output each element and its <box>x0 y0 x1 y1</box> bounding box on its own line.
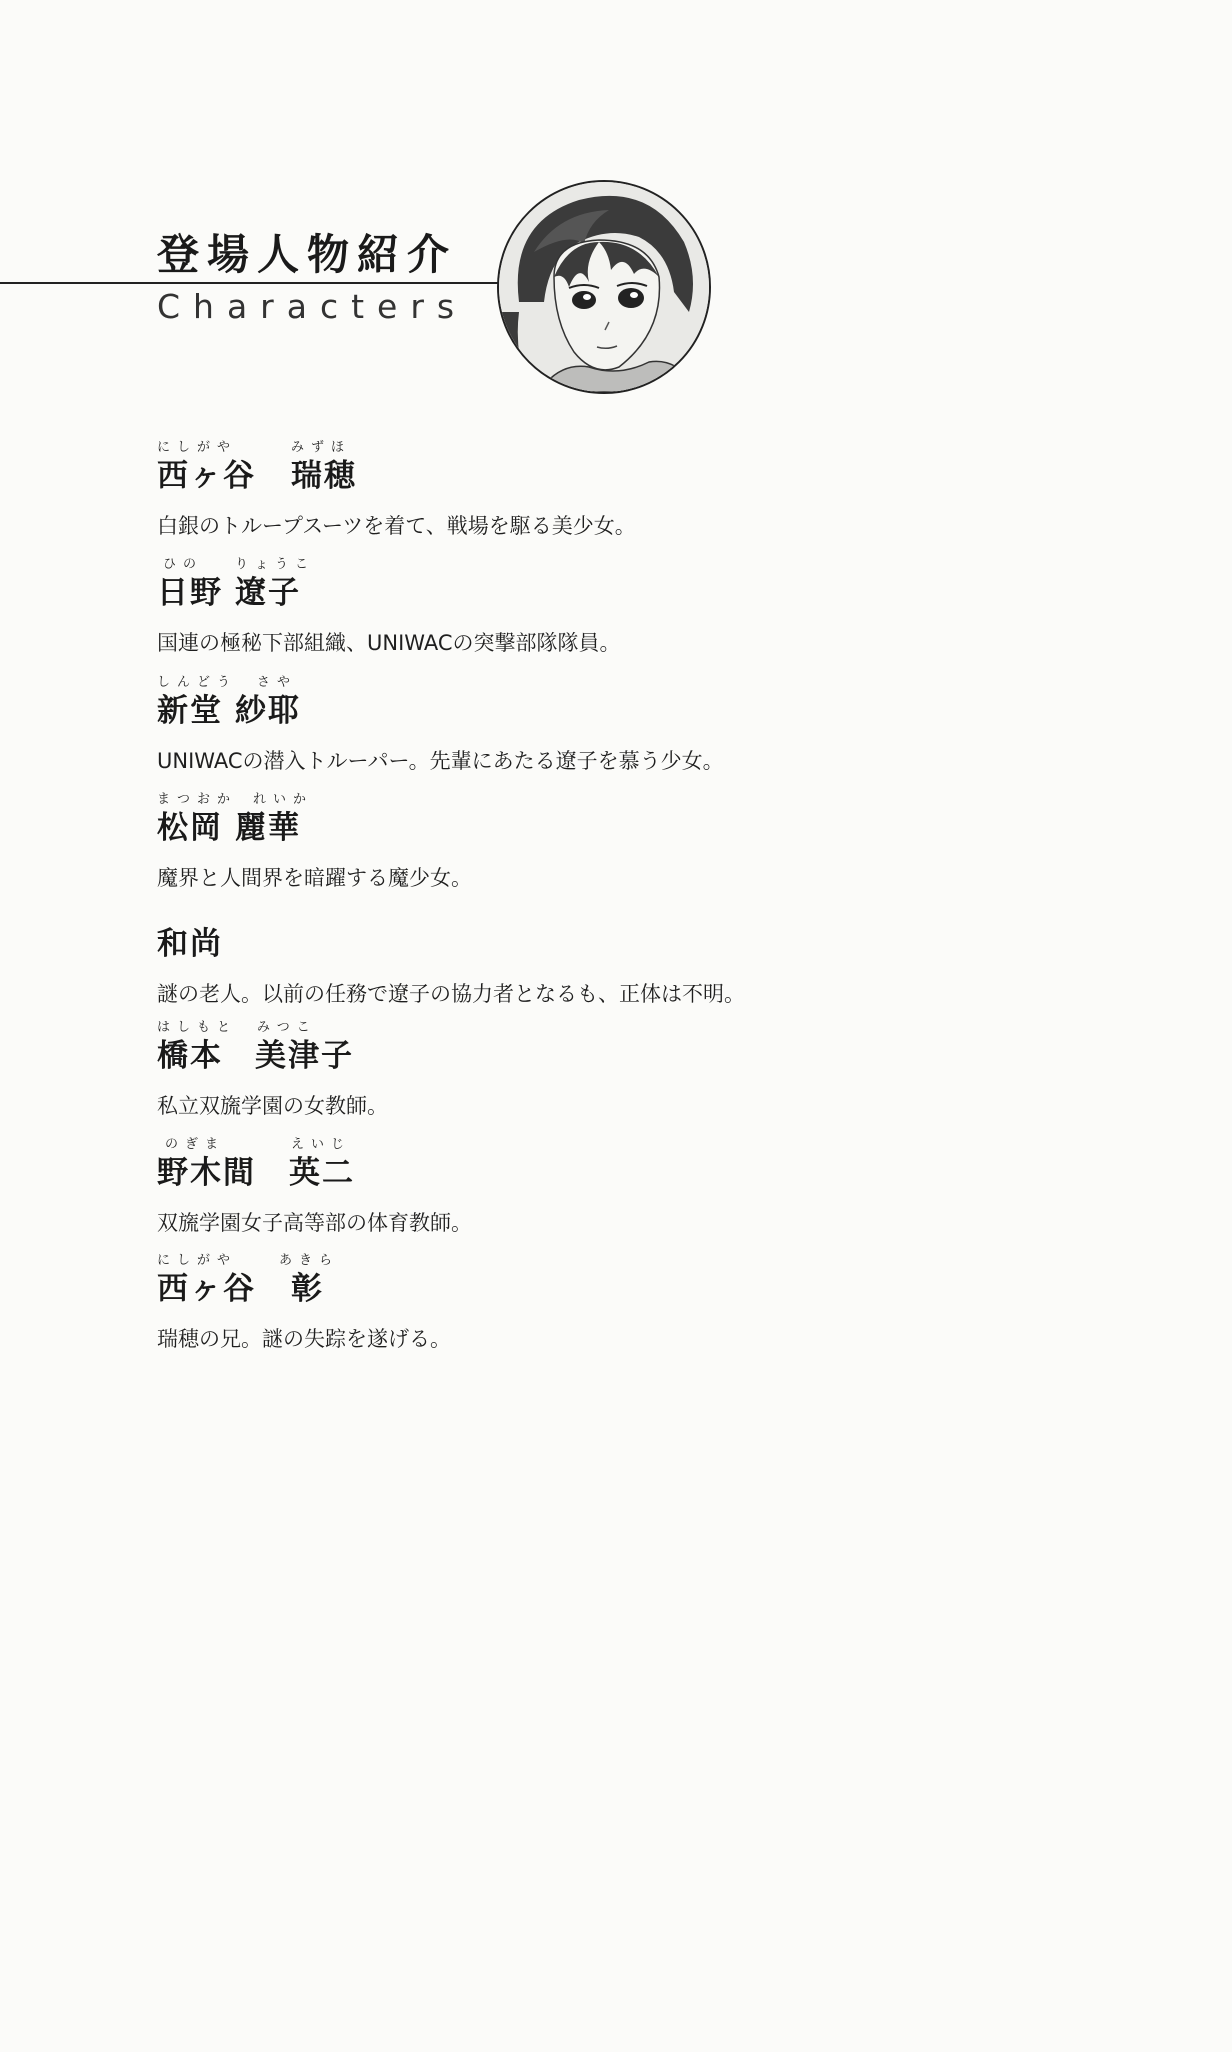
family-name: 新堂 <box>157 693 223 729</box>
family-name-ruby: はしもと <box>157 1020 238 1035</box>
given-name-ruby: みずほ <box>291 440 352 455</box>
given-name: 美津子 <box>255 1038 354 1074</box>
portrait-illustration-icon <box>499 182 709 392</box>
page-subtitle: Characters <box>157 287 468 326</box>
family-name: 松岡 <box>157 810 223 846</box>
character-entry <box>157 918 745 1008</box>
family-name-ruby: にしがや <box>157 440 238 455</box>
given-name-ruby: えいじ <box>291 1137 352 1152</box>
character-name-row <box>157 1137 472 1193</box>
title-rule <box>0 282 500 284</box>
character-name-row <box>157 675 724 731</box>
given-name-ruby: りょうこ <box>235 557 316 572</box>
given-name-ruby: さや <box>257 675 298 690</box>
character-entry <box>157 675 724 775</box>
character-name-row <box>157 440 636 496</box>
given-name: 遼子 <box>235 575 301 611</box>
character-description: 魔界と人間界を暗躍する魔少女。 <box>157 866 472 890</box>
character-name-row <box>157 918 745 964</box>
family-name-ruby: しんどう <box>157 675 238 690</box>
character-description: UNIWACの潜入トルーパー。先輩にあたる遼子を慕う少女。 <box>157 749 724 773</box>
character-entry <box>157 1020 388 1120</box>
given-name: 彰 <box>291 1271 324 1307</box>
character-entry <box>157 792 472 892</box>
character-name-row <box>157 1020 388 1076</box>
given-name: 英二 <box>289 1155 355 1191</box>
given-name: 麗華 <box>235 810 301 846</box>
character-entry <box>157 1253 451 1353</box>
character-entry <box>157 440 636 540</box>
character-name-row <box>157 792 472 848</box>
character-description: 白銀のトループスーツを着て、戦場を駆る美少女。 <box>157 514 636 538</box>
character-entry <box>157 557 621 657</box>
character-entry <box>157 1137 472 1237</box>
given-name-ruby: みつこ <box>257 1020 317 1035</box>
family-name-ruby: ひの <box>163 557 204 572</box>
family-name-ruby: まつおか <box>157 792 238 807</box>
family-name-ruby: にしがや <box>157 1253 238 1268</box>
character-description: 国連の極秘下部組織、UNIWACの突撃部隊隊員。 <box>157 631 621 655</box>
given-name: 紗耶 <box>235 693 301 729</box>
character-description: 双旒学園女子高等部の体育教師。 <box>157 1211 472 1235</box>
family-name: 野木間 <box>157 1155 256 1191</box>
family-name: 西ヶ谷 <box>157 1271 256 1307</box>
character-name-row <box>157 557 621 613</box>
given-name-ruby: れいか <box>253 792 314 807</box>
character-description: 私立双旒学園の女教師。 <box>157 1094 388 1118</box>
character-name-row <box>157 1253 451 1309</box>
given-name-ruby: あきら <box>279 1253 340 1268</box>
character-description: 謎の老人。以前の任務で遼子の協力者となるも、正体は不明。 <box>157 982 745 1006</box>
given-name: 瑞穂 <box>291 458 357 494</box>
page-title: 登場人物紹介 <box>157 230 458 279</box>
family-name: 橋本 <box>157 1038 223 1074</box>
character-portrait <box>497 180 711 394</box>
family-name: 日野 <box>157 575 223 611</box>
family-name: 西ヶ谷 <box>157 458 256 494</box>
family-name-ruby: のぎま <box>165 1137 226 1152</box>
family-name: 和尚 <box>157 926 223 962</box>
character-description: 瑞穂の兄。謎の失踪を遂げる。 <box>157 1327 451 1351</box>
